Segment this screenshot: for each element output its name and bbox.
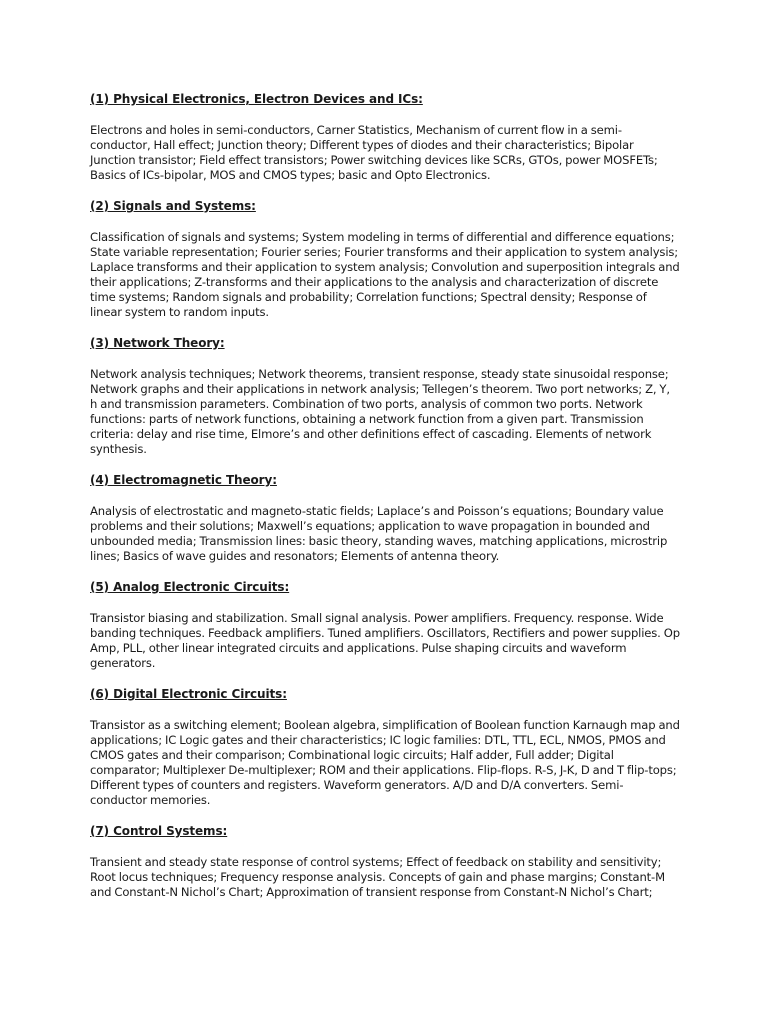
section-body: Electrons and holes in semi-conductors, Carner Statistics, Mechanism of current flow in a semi-conductor, Hall effect; Junction theory; Different types of diodes and their characteristics; Bipolar Junction transistor; Field effect transistors; Power switching devices like SCRs, GTOs, power MOSFETs; Basics of ICs-bipolar, MOS and CMOS types; basic and Opto Electronics. bbox=[90, 123, 658, 182]
section-body: Classification of signals and systems; System modeling in terms of differential and difference equations; State variable representation; Fourier series; Fourier transforms and their application to system analysis; Laplace transforms and their application to system analysis; Convolution and superposition integrals and their applications; Z-transforms and their applications to the analysis and characterization of discrete time systems; Random signals and probability; Correlation functions; Spectral density; Response of linear system to random inputs. bbox=[90, 230, 680, 319]
section-body: Transient and steady state response of control systems; Effect of feedback on stability and sensitivity; Root locus techniques; Frequency response analysis. Concepts of gain and phase margins; Constant-M and Constant-N Nichol’s Chart; Approximation of transient response from Constant-N Nichol’s Chart; bbox=[90, 855, 665, 899]
section-heading: (4) Electromagnetic Theory: bbox=[90, 473, 277, 487]
section-body: Network analysis techniques; Network theorems, transient response, steady state sinusoidal response; Network graphs and their applications in network analysis; Tellegen’s theorem. Two port networks; Z, Y, h and transmission parameters. Combination of two ports, analysis of common two ports. Network functions: parts of network functions, obtaining a network function from a given part. Transmission criteria: delay and rise time, Elmore’s and other definitions effect of cascading. Elements of network synthesis. bbox=[90, 367, 670, 456]
section-heading: (3) Network Theory: bbox=[90, 336, 225, 350]
section-analog-circuits bbox=[90, 580, 680, 671]
document-page bbox=[90, 92, 680, 900]
section-heading: (1) Physical Electronics, Electron Devices and ICs: bbox=[90, 92, 423, 106]
section-signals-systems bbox=[90, 199, 680, 320]
section-heading: (7) Control Systems: bbox=[90, 824, 228, 838]
section-control-systems bbox=[90, 824, 680, 900]
section-heading: (2) Signals and Systems: bbox=[90, 199, 256, 213]
section-heading: (5) Analog Electronic Circuits: bbox=[90, 580, 290, 594]
section-digital-circuits bbox=[90, 687, 680, 808]
section-body: Transistor as a switching element; Boolean algebra, simplification of Boolean function Karnaugh map and applications; IC Logic gates and their characteristics; IC logic families: DTL, TTL, ECL, NMOS, PMOS and CMOS gates and their comparison; Combinational logic circuits; Half adder, Full adder; Digital comparator; Multiplexer De-multiplexer; ROM and their applications. Flip-flops. R-S, J-K, D and T flip-tops; Different types of counters and registers. Waveform generators. A/D and D/A converters. Semi-conductor memories. bbox=[90, 718, 680, 807]
section-body: Transistor biasing and stabilization. Small signal analysis. Power amplifiers. Frequency. response. Wide banding techniques. Feedback amplifiers. Tuned amplifiers. Oscillators, Rectifiers and power supplies. Op Amp, PLL, other linear integrated circuits and applications. Pulse shaping circuits and waveform generators. bbox=[90, 611, 680, 670]
section-electromagnetic-theory bbox=[90, 473, 680, 564]
section-heading: (6) Digital Electronic Circuits: bbox=[90, 687, 287, 701]
section-body: Analysis of electrostatic and magneto-static fields; Laplace’s and Poisson’s equations; Boundary value problems and their solutions; Maxwell’s equations; application to wave propagation in bounded and unbounded media; Transmission lines: basic theory, standing waves, matching applications, microstrip lines; Basics of wave guides and resonators; Elements of antenna theory. bbox=[90, 504, 668, 563]
section-physical-electronics bbox=[90, 92, 680, 183]
section-network-theory bbox=[90, 336, 680, 457]
